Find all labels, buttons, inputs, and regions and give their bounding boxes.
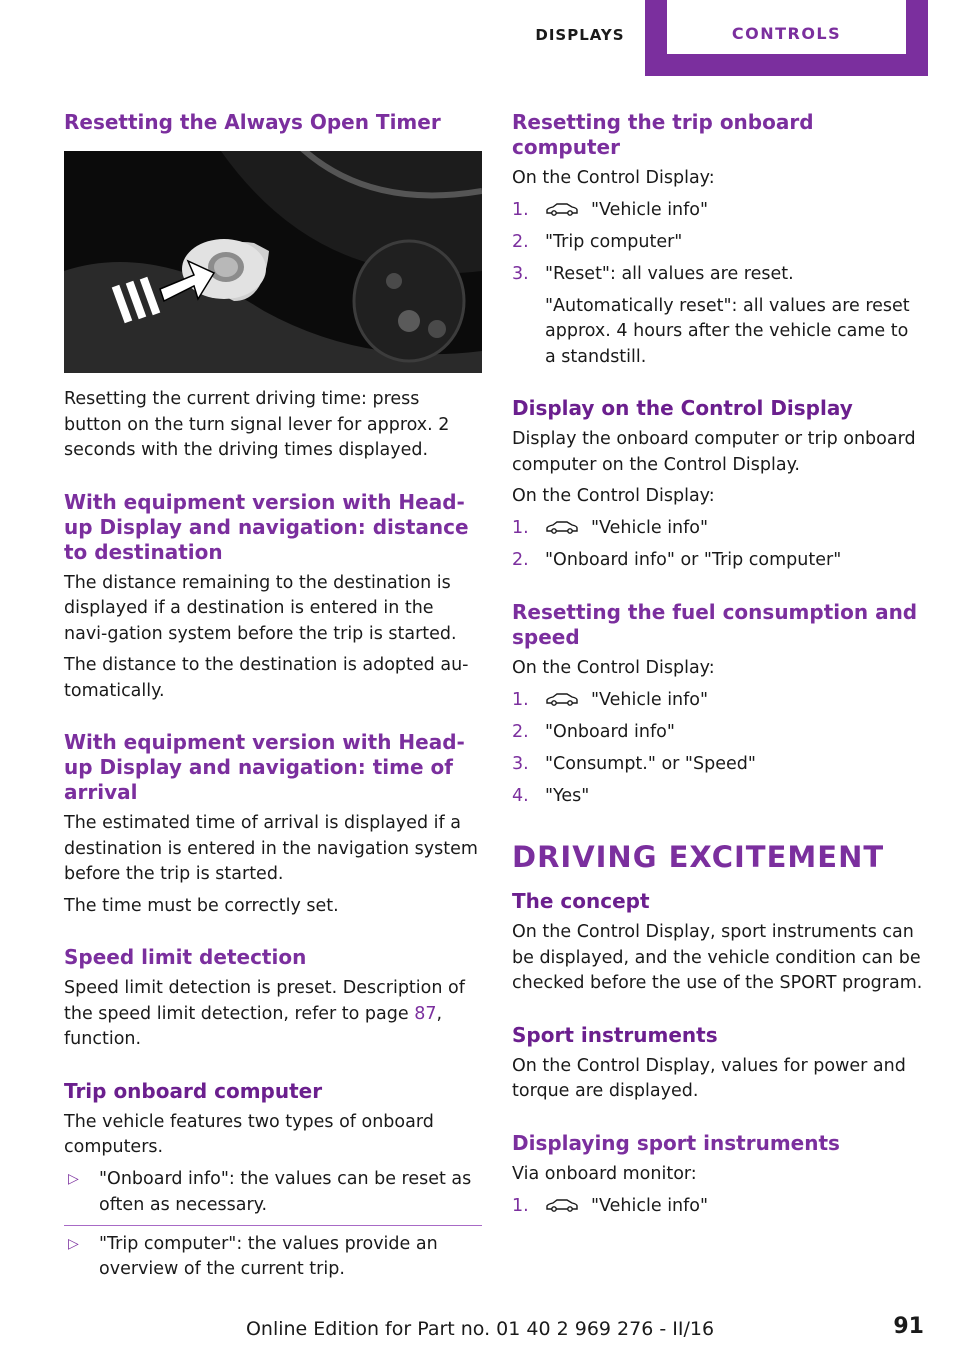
heading-distance: With equipment version with Head-up Display and navigation: distance to destination bbox=[64, 489, 469, 564]
list-item bbox=[64, 1167, 482, 1218]
list-item bbox=[512, 198, 924, 224]
para-arrival-2: The time must be correctly set. bbox=[64, 895, 339, 916]
heading-trip-computer: Trip onboard computer bbox=[64, 1078, 323, 1103]
heading-sport-instruments: Sport instruments bbox=[512, 1022, 718, 1047]
triangle-right-icon: ▷ bbox=[68, 1171, 79, 1187]
step-number: 1. bbox=[512, 689, 529, 710]
heading-reset-timer: Resetting the Always Open Timer bbox=[64, 110, 441, 134]
steps-displaying-sport bbox=[512, 1194, 924, 1220]
step-text: "Onboard info" or "Trip computer" bbox=[545, 550, 842, 570]
step-text: "Onboard info" bbox=[545, 721, 675, 742]
para-arrival-1: The estimated time of arrival is displayed if a destination is entered in the navigation system before the trip is started. bbox=[64, 813, 478, 884]
list-item bbox=[512, 688, 924, 714]
triangle-right-icon: ▷ bbox=[68, 1235, 79, 1252]
para-on-control-display: On the Control Display: bbox=[512, 657, 715, 678]
step-text: "Trip computer" bbox=[545, 232, 683, 252]
step-text: "Vehicle info" bbox=[591, 689, 709, 710]
step-text: "Yes" bbox=[545, 785, 590, 806]
para-via-monitor: Via onboard monitor: bbox=[512, 1163, 697, 1184]
speed-text-post: , function. bbox=[64, 1003, 443, 1049]
para-distance-2: The distance to the destination is adopted au‐tomatically. bbox=[64, 655, 469, 701]
para-sport-instruments: On the Control Display, values for power and torque are displayed. bbox=[512, 1055, 906, 1101]
list-item bbox=[512, 720, 924, 746]
step-number: 2. bbox=[512, 550, 529, 570]
heading-speed-limit: Speed limit detection bbox=[64, 945, 307, 969]
heading-driving-excitement: DRIVING EXCITEMENT bbox=[512, 840, 885, 874]
para-on-control-display: On the Control Display: bbox=[512, 168, 715, 188]
list-item bbox=[512, 548, 924, 574]
heading-display-control: Display on the Control Display bbox=[512, 396, 853, 420]
step-text: "Vehicle info" bbox=[591, 1195, 709, 1216]
steps-reset-fuel bbox=[512, 688, 924, 810]
section-label: DISPLAYS bbox=[535, 26, 625, 44]
para-distance-1: The distance remaining to the destination is displayed if a destination is entered in the navi‐gation system before the trip is started. bbox=[64, 572, 457, 644]
step-number: 2. bbox=[512, 232, 529, 252]
heading-concept: The concept bbox=[512, 889, 650, 913]
car-icon bbox=[545, 520, 579, 534]
turn-signal-lever-photo bbox=[64, 151, 482, 373]
left-column bbox=[64, 110, 482, 1283]
heading-displaying-sport: Displaying sport instruments bbox=[512, 1130, 840, 1155]
list-item bbox=[512, 784, 924, 810]
car-icon bbox=[545, 202, 579, 216]
step-text: "Reset": all values are reset. bbox=[545, 264, 794, 284]
heading-reset-fuel: Resetting the fuel consumption and speed bbox=[512, 599, 918, 649]
step-number: 3. bbox=[512, 264, 529, 284]
step-subtext: "Automatically reset": all values are reset approx. 4 hours after the vehicle came to a standstill. bbox=[545, 295, 910, 367]
para-on-control-display: On the Control Display: bbox=[512, 486, 715, 506]
step-number: 4. bbox=[512, 785, 529, 806]
computer-types-list bbox=[64, 1167, 482, 1283]
car-icon bbox=[545, 692, 579, 706]
car-icon bbox=[545, 1198, 579, 1212]
para-trip-computer: The vehicle features two types of onboard computers. bbox=[64, 1111, 434, 1157]
list-item-text: "Onboard info": the values can be reset as often as necessary. bbox=[99, 1169, 472, 1215]
steps-reset-trip bbox=[512, 198, 924, 370]
right-column bbox=[512, 110, 924, 1219]
step-number: 1. bbox=[512, 1195, 529, 1216]
para-reset-timer: Resetting the current driving time: press button on the turn signal lever for approx. 2 seconds with the driving times displayed. bbox=[64, 389, 450, 460]
step-number: 1. bbox=[512, 200, 529, 220]
list-item bbox=[512, 752, 924, 778]
list-item bbox=[512, 262, 924, 370]
edition-footer: Online Edition for Part no. 01 40 2 969 276 - II/16 bbox=[245, 1318, 715, 1340]
list-item bbox=[512, 516, 924, 542]
list-item-text: "Trip computer": the values provide an overview of the current trip. bbox=[99, 1233, 438, 1279]
chapter-tab bbox=[645, 0, 928, 76]
step-number: 2. bbox=[512, 721, 529, 742]
page-link-87[interactable]: 87 bbox=[414, 1003, 437, 1024]
list-item bbox=[512, 1194, 924, 1220]
speed-text-pre: Speed limit detection is preset. Description of the speed limit detection, refer to page bbox=[64, 978, 465, 1024]
step-text: "Vehicle info" bbox=[591, 518, 709, 538]
page-number: 91 bbox=[893, 1314, 924, 1339]
chapter-label: CONTROLS bbox=[667, 0, 906, 54]
para-speed-limit bbox=[64, 976, 482, 1053]
heading-arrival: With equipment version with Head-up Display and navigation: time of arrival bbox=[64, 730, 465, 804]
para-concept: On the Control Display, sport instruments can be displayed, and the vehicle condition can be checked before the use of the SPORT program. bbox=[512, 922, 923, 993]
steps-display-control bbox=[512, 516, 924, 574]
step-number: 1. bbox=[512, 518, 529, 538]
step-text: "Consumpt." or "Speed" bbox=[545, 753, 756, 774]
step-number: 3. bbox=[512, 753, 529, 774]
heading-reset-trip: Resetting the trip onboard computer bbox=[512, 110, 814, 159]
para-display-control: Display the onboard computer or trip onboard computer on the Control Display. bbox=[512, 429, 916, 475]
list-item bbox=[512, 230, 924, 256]
step-text: "Vehicle info" bbox=[591, 200, 709, 220]
list-item bbox=[64, 1225, 482, 1283]
